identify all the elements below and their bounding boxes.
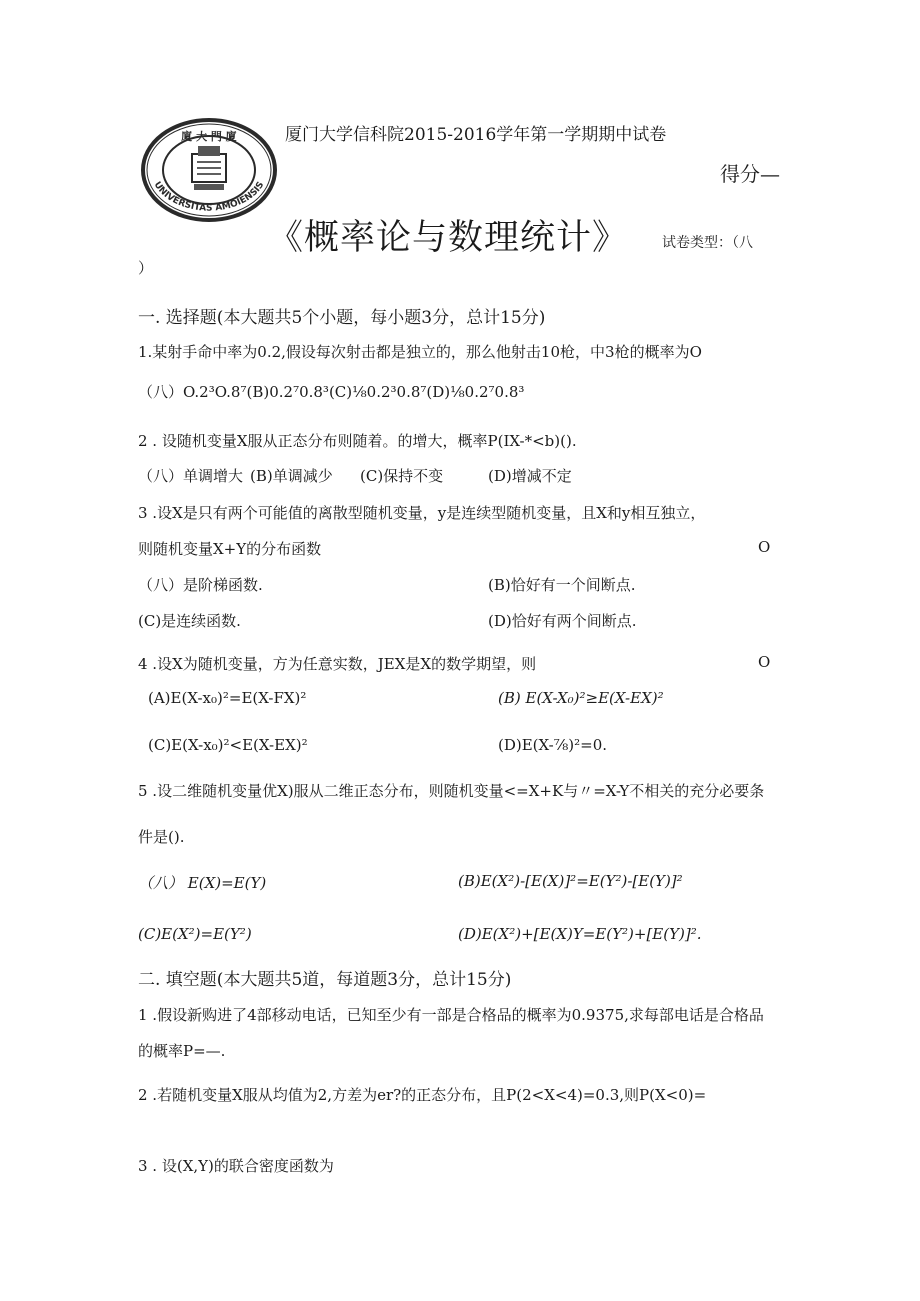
paper-type-label: 试卷类型：（八	[662, 235, 753, 251]
q3-option-c: (C)是连续函数.	[138, 612, 241, 630]
q4-option-b: (B) E(X-X₀)²≥E(X-EX)²	[498, 689, 664, 707]
q2-option-a: （八）单调增大	[138, 467, 244, 485]
q1-stem: 1.某射手命中率为0.2,假设每次射击都是独立的，那么他射击10枪，中3枪的概率为O	[138, 343, 702, 361]
q4-option-c: (C)E(X-x₀)²<E(X-EX)²	[148, 736, 308, 754]
seal-motto: UNIVERSITAS AMOIENSIS	[151, 180, 267, 214]
q3-stem-line2: 则随机变量X+Y的分布函数	[138, 540, 322, 558]
q2-stem: 2 . 设随机变量X服从正态分布则随着。的增大，概率P(IX-*<b)().	[138, 432, 577, 450]
q5-option-a: （八） E(X)=E(Y)	[138, 874, 267, 892]
fill-q1-line2: 的概率P=—.	[138, 1042, 226, 1060]
q3-answer-blank: O	[758, 538, 771, 556]
exam-school-title: 厦门大学信科院2015-2016学年第一学期期中试卷	[285, 125, 667, 145]
q4-option-a: (A)E(X-x₀)²=E(X-FX)²	[148, 689, 307, 707]
q4-answer-blank: O	[758, 653, 771, 671]
q4-stem: 4 .设X为随机变量，方为任意实数，JEX是X的数学期望，则	[138, 655, 537, 673]
paper-type-close: ）	[138, 259, 154, 277]
q5-option-c: (C)E(X²)=E(Y²)	[138, 925, 252, 943]
q3-stem-line1: 3 .设X是只有两个可能值的离散型随机变量，y是连续型随机变量，且X和y相互独立，	[138, 504, 706, 522]
score-label: 得分—	[720, 162, 780, 186]
q2-option-b: (B)单调减少	[250, 467, 333, 485]
q4-option-d: (D)E(X-⅞)²=0.	[498, 736, 608, 754]
q5-stem-line2: 件是().	[138, 828, 185, 846]
q3-option-a: （八）是阶梯函数.	[138, 576, 263, 594]
q2-option-c: (C)保持不变	[360, 467, 444, 485]
q2-option-d: (D)增减不定	[488, 467, 572, 485]
fill-q1-line1: 1 .假设新购进了4部移动电话，已知至少有一部是合格品的概率为0.9375,求每部电话是合格品	[138, 1006, 764, 1024]
fill-q2: 2 .若随机变量X服从均值为2,方差为er?的正态分布，且P(2<X<4)=0.3,则P(X<0)=	[138, 1086, 707, 1104]
q5-option-b: (B)E(X²)-[E(X)]²=E(Y²)-[E(Y)]²	[458, 872, 683, 890]
section2-heading: 二. 填空题(本大题共5道，每道题3分，总计15分)	[138, 970, 512, 990]
q3-option-d: (D)恰好有两个间断点.	[488, 612, 637, 630]
seal-top-text: 廈 大 門 廈	[181, 130, 237, 143]
q1-options: （八）O.2³O.8⁷(B)0.2⁷0.8³(C)⅛0.2³0.8⁷(D)⅛0.2⁷0.8³	[138, 383, 525, 401]
q5-option-d: (D)E(X²)+[E(X)Y=E(Y²)+[E(Y)]².	[458, 925, 702, 943]
university-seal-logo	[140, 118, 278, 222]
section1-heading: 一. 选择题(本大题共5个小题，每小题3分，总计15分)	[138, 308, 546, 328]
fill-q3: 3 . 设(X,Y)的联合密度函数为	[138, 1157, 334, 1175]
course-title: 《概率论与数理统计》	[268, 218, 629, 258]
q5-stem-line1: 5 .设二维随机变量优X)服从二维正态分布，则随机变量<=X+K与〃=X-Y不相关的充分必要条	[138, 782, 765, 800]
q3-option-b: (B)恰好有一个间断点.	[488, 576, 636, 594]
